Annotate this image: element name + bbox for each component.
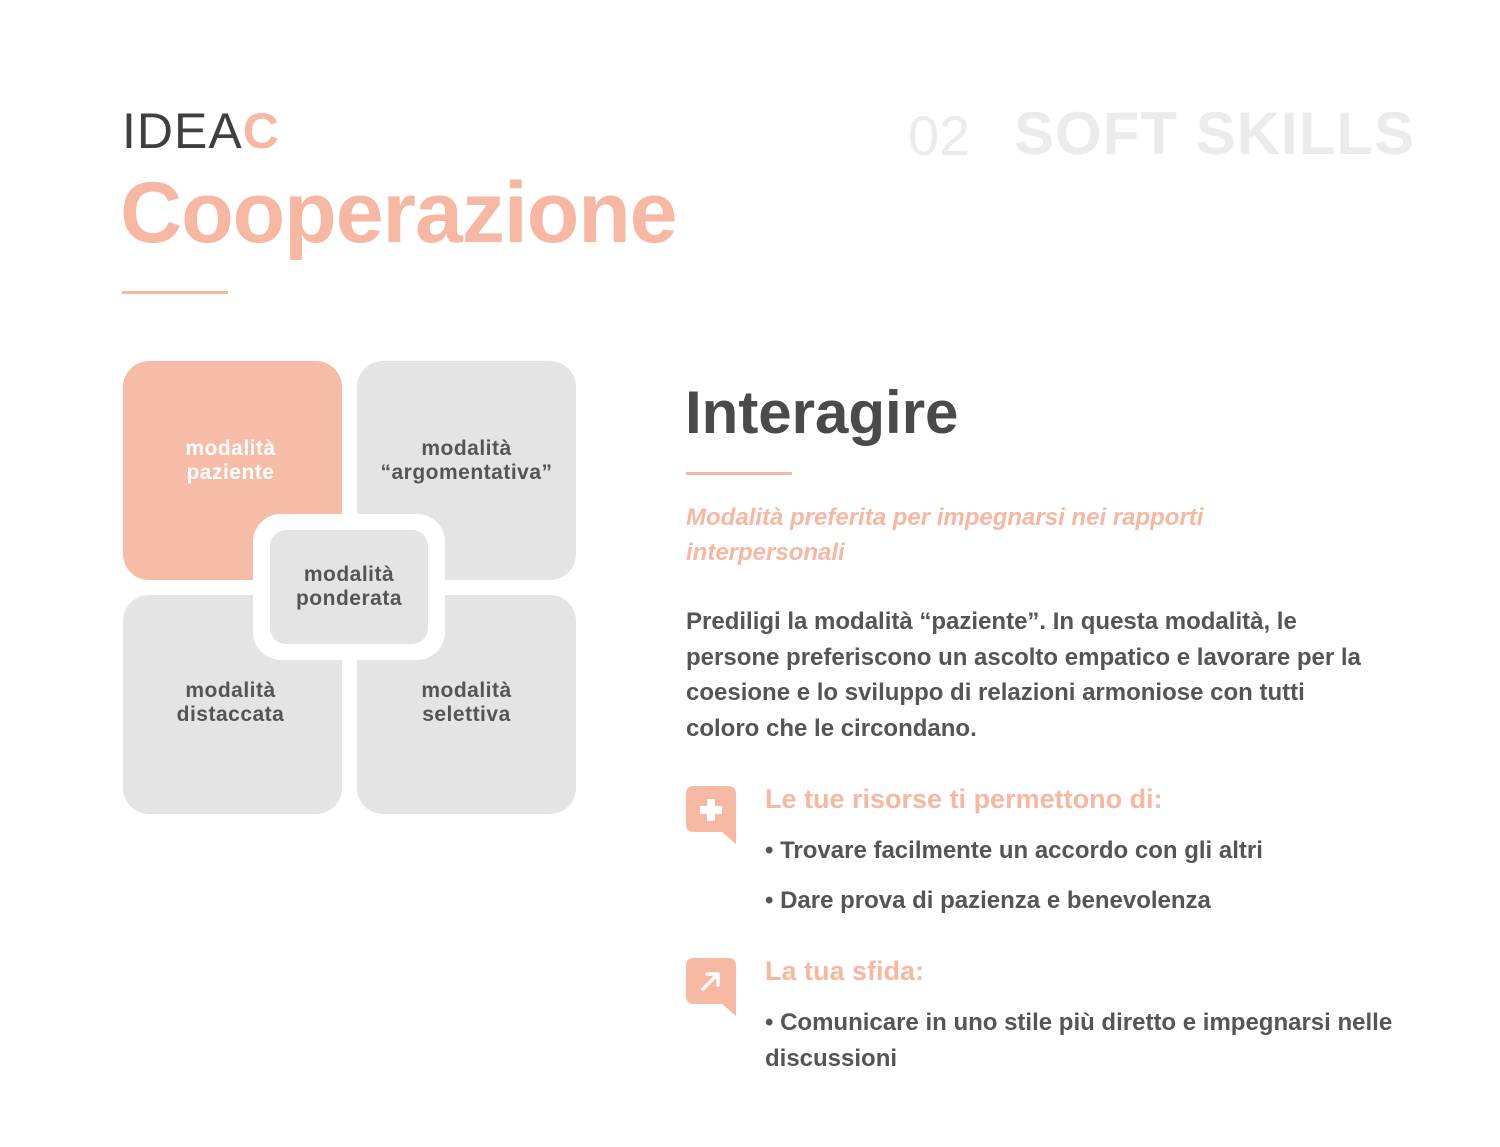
tile-label-line: modalità: [185, 436, 276, 460]
section-number: 02: [908, 104, 971, 167]
challenge-item: • Comunicare in uno stile più diretto e impegnarsi nelle discussioni: [765, 1009, 1393, 1072]
plus-icon: [686, 786, 736, 844]
arrow-up-right-icon: [686, 958, 736, 1016]
tile-label-line: ponderata: [295, 587, 402, 610]
page-title: Cooperazione: [120, 165, 677, 261]
tile-label-line: modalità: [303, 563, 395, 586]
description: Prediligi la modalità “paziente”. In questa modalità, le persone preferiscono un ascolto empatico e lavorare per la coesione e lo sviluppo di relazioni armoniose con tutti coloro che le circondano.: [686, 608, 1361, 742]
brand-logo: [122, 103, 280, 159]
tile-label-line: modalità: [421, 436, 512, 460]
tile-label-line: paziente: [186, 460, 275, 484]
tile-label-line: modalità: [421, 678, 512, 702]
tile-ponderata: [270, 530, 428, 644]
resources-title: Le tue risorse ti permettono di:: [765, 784, 1163, 814]
brand-accent: C: [242, 103, 280, 159]
challenge-title: La tua sfida:: [765, 956, 925, 986]
tagline: Modalità preferita per impegnarsi nei rapporti interpersonali: [686, 504, 1204, 566]
tile-label-line: distaccata: [176, 702, 285, 726]
tile-label-line: “argomentativa”: [380, 460, 553, 484]
tile-label-line: selettiva: [422, 702, 511, 726]
section-title: SOFT SKILLS: [1014, 100, 1415, 167]
section-heading: Interagire: [685, 379, 959, 446]
brand-main: IDEA: [122, 103, 243, 159]
heading-divider: [686, 472, 792, 475]
resources-item: • Dare prova di pazienza e benevolenza: [765, 887, 1211, 914]
tile-label-line: modalità: [185, 678, 276, 702]
title-divider: [122, 291, 228, 294]
resources-item: • Trovare facilmente un accordo con gli altri: [765, 837, 1263, 864]
